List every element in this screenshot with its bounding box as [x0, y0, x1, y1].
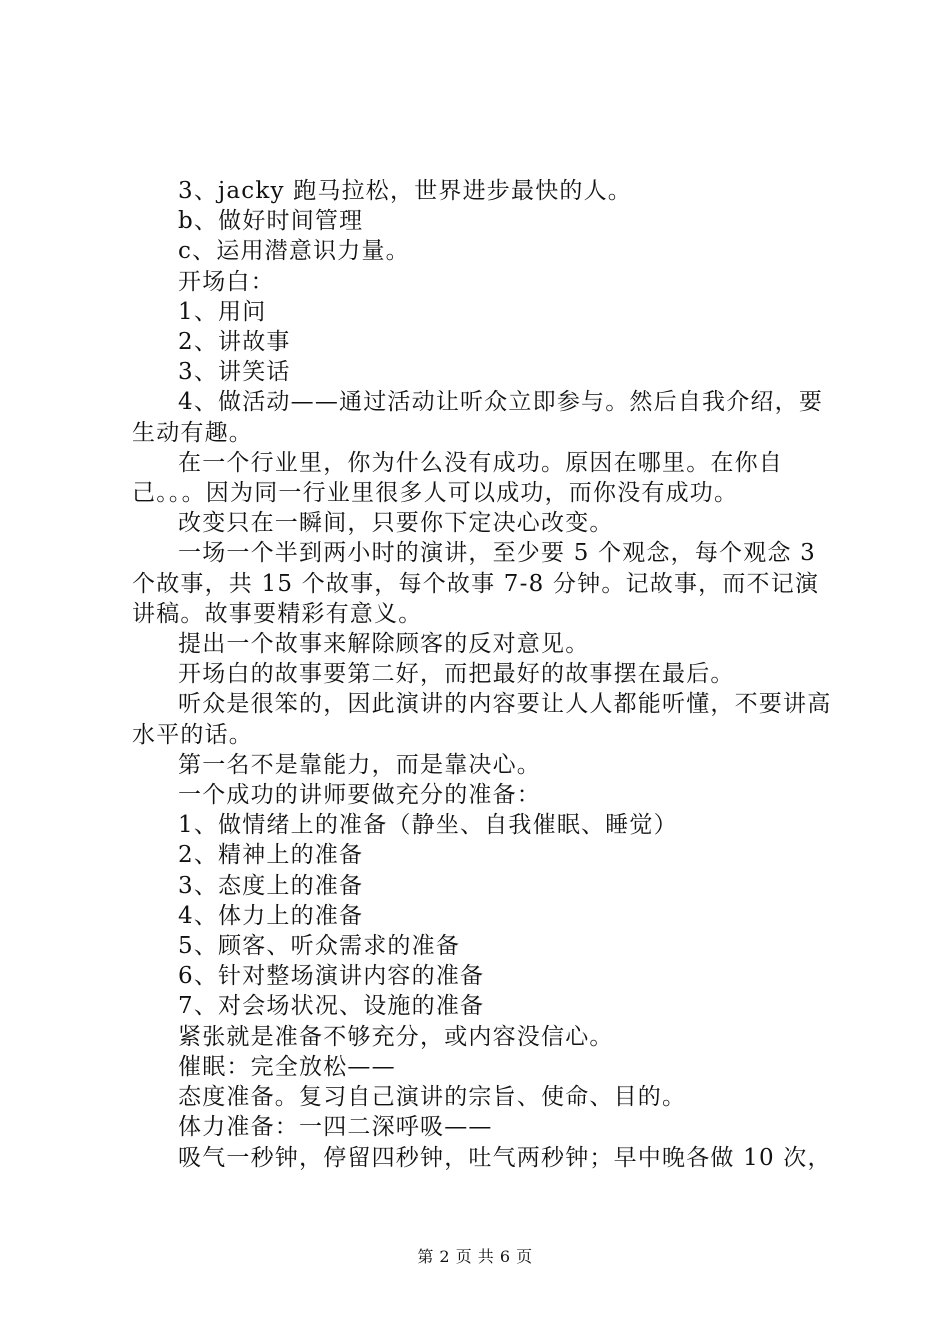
paragraph: 开场白： [178, 268, 275, 295]
paragraph: 第一名不是靠能力，而是靠决心。 [178, 751, 541, 778]
paragraph: 4、做活动——通过活动让听众立即参与。然后自我介绍，要生动有趣。 [132, 389, 824, 446]
paragraph: 催眠：完全放松—— [178, 1053, 396, 1080]
paragraph: 吸气一秒钟，停留四秒钟，吐气两秒钟；早中晚各做 10 次， [178, 1144, 832, 1171]
paragraph: 1、用问 [178, 298, 267, 325]
paragraph: 3、态度上的准备 [178, 872, 364, 899]
paragraph: 体力准备：一四二深呼吸—— [178, 1114, 493, 1141]
paragraph: 听众是很笨的，因此演讲的内容要让人人都能听懂，不要讲高水平的话。 [132, 691, 832, 748]
paragraph: 提出一个故事来解除顾客的反对意见。 [178, 631, 590, 658]
paragraph: 7、对会场状况、设施的准备 [178, 993, 485, 1020]
paragraph: 开场白的故事要第二好，而把最好的故事摆在最后。 [178, 661, 735, 688]
paragraph: 4、体力上的准备 [178, 902, 364, 929]
paragraph: 2、讲故事 [178, 329, 291, 356]
paragraph: 在一个行业里，你为什么没有成功。原因在哪里。在你自己。。。因为同一行业里很多人可以成功，而你没有成功。 [132, 449, 783, 507]
paragraph: c、运用潜意识力量。 [178, 238, 410, 265]
paragraph: b、做好时间管理 [178, 208, 364, 235]
paragraph: 紧张就是准备不够充分，或内容没信心。 [178, 1023, 614, 1050]
paragraph: 改变只在一瞬间，只要你下定决心改变。 [178, 510, 614, 537]
paragraph: 1、做情绪上的准备（静坐、自我催眠、睡觉） [178, 812, 678, 839]
document-body [132, 176, 838, 1173]
page-number-footer: 第 2 页 共 6 页 [417, 1247, 533, 1266]
paragraph: 一场一个半到两小时的演讲，至少要 5 个观念，每个观念 3 个故事，共 15 个故事，每个故事 7-8 分钟。记故事，而不记演讲稿。故事要精彩有意义。 [132, 540, 820, 627]
paragraph: 3、讲笑话 [178, 359, 291, 386]
paragraph: 一个成功的讲师要做充分的准备： [178, 782, 541, 809]
paragraph: 态度准备。复习自己演讲的宗旨、使命、目的。 [178, 1084, 687, 1111]
paragraph: 3、jacky 跑马拉松，世界进步最快的人。 [178, 178, 633, 204]
paragraph: 2、精神上的准备 [178, 842, 364, 869]
paragraph: 5、顾客、听众需求的准备 [178, 933, 461, 960]
paragraph: 6、针对整场演讲内容的准备 [178, 963, 485, 990]
